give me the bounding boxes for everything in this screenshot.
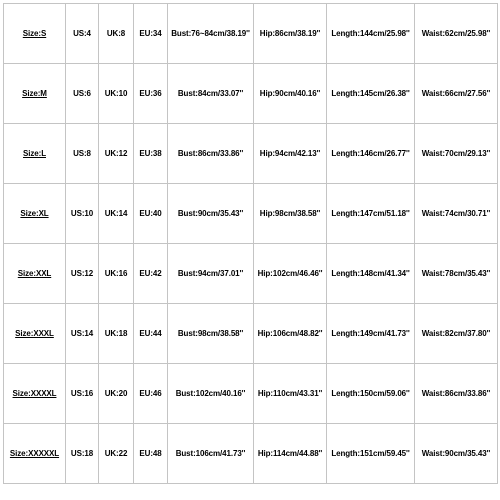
length-cell: Length:149cm/41.73'' <box>327 304 415 364</box>
length-cell: Length:148cm/41.34'' <box>327 244 415 304</box>
table-row <box>4 124 498 184</box>
size-cell: Size:XL <box>4 184 66 244</box>
length-cell: Length:151cm/59.45'' <box>327 424 415 484</box>
table-row <box>4 4 498 64</box>
length-cell: Length:145cm/26.38'' <box>327 64 415 124</box>
waist-cell: Waist:74cm/30.71'' <box>415 184 498 244</box>
size-cell: Size:XXXL <box>4 304 66 364</box>
eu-size-cell: EU:44 <box>134 304 168 364</box>
us-size-cell: US:6 <box>66 64 99 124</box>
uk-size-cell: UK:20 <box>99 364 134 424</box>
hip-cell: Hip:110cm/43.31'' <box>254 364 327 424</box>
bust-cell: Bust:76~84cm/38.19'' <box>168 4 254 64</box>
waist-cell: Waist:82cm/37.80'' <box>415 304 498 364</box>
size-cell: Size:S <box>4 4 66 64</box>
table-row <box>4 244 498 304</box>
hip-cell: Hip:98cm/38.58'' <box>254 184 327 244</box>
uk-size-cell: UK:12 <box>99 124 134 184</box>
size-cell: Size:XXXXL <box>4 364 66 424</box>
table-row <box>4 304 498 364</box>
hip-cell: Hip:94cm/42.13'' <box>254 124 327 184</box>
hip-cell: Hip:90cm/40.16'' <box>254 64 327 124</box>
eu-size-cell: EU:42 <box>134 244 168 304</box>
uk-size-cell: UK:14 <box>99 184 134 244</box>
eu-size-cell: EU:40 <box>134 184 168 244</box>
table-row <box>4 184 498 244</box>
us-size-cell: US:8 <box>66 124 99 184</box>
hip-cell: Hip:114cm/44.88'' <box>254 424 327 484</box>
us-size-cell: US:10 <box>66 184 99 244</box>
hip-cell: Hip:106cm/48.82'' <box>254 304 327 364</box>
size-cell: Size:L <box>4 124 66 184</box>
table-row <box>4 64 498 124</box>
waist-cell: Waist:78cm/35.43'' <box>415 244 498 304</box>
size-cell: Size:XXL <box>4 244 66 304</box>
size-cell: Size:XXXXXL <box>4 424 66 484</box>
uk-size-cell: UK:18 <box>99 304 134 364</box>
eu-size-cell: EU:38 <box>134 124 168 184</box>
bust-cell: Bust:90cm/35.43'' <box>168 184 254 244</box>
waist-cell: Waist:66cm/27.56'' <box>415 64 498 124</box>
eu-size-cell: EU:34 <box>134 4 168 64</box>
bust-cell: Bust:98cm/38.58'' <box>168 304 254 364</box>
us-size-cell: US:14 <box>66 304 99 364</box>
length-cell: Length:144cm/25.98'' <box>327 4 415 64</box>
hip-cell: Hip:86cm/38.19'' <box>254 4 327 64</box>
length-cell: Length:147cm/51.18'' <box>327 184 415 244</box>
eu-size-cell: EU:36 <box>134 64 168 124</box>
us-size-cell: US:4 <box>66 4 99 64</box>
uk-size-cell: UK:22 <box>99 424 134 484</box>
uk-size-cell: UK:10 <box>99 64 134 124</box>
waist-cell: Waist:90cm/35.43'' <box>415 424 498 484</box>
bust-cell: Bust:94cm/37.01'' <box>168 244 254 304</box>
bust-cell: Bust:102cm/40.16'' <box>168 364 254 424</box>
length-cell: Length:146cm/26.77'' <box>327 124 415 184</box>
eu-size-cell: EU:46 <box>134 364 168 424</box>
bust-cell: Bust:84cm/33.07'' <box>168 64 254 124</box>
size-cell: Size:M <box>4 64 66 124</box>
length-cell: Length:150cm/59.06'' <box>327 364 415 424</box>
size-chart-table <box>3 3 498 484</box>
uk-size-cell: UK:16 <box>99 244 134 304</box>
eu-size-cell: EU:48 <box>134 424 168 484</box>
bust-cell: Bust:106cm/41.73'' <box>168 424 254 484</box>
us-size-cell: US:18 <box>66 424 99 484</box>
us-size-cell: US:12 <box>66 244 99 304</box>
table-row <box>4 364 498 424</box>
uk-size-cell: UK:8 <box>99 4 134 64</box>
waist-cell: Waist:70cm/29.13'' <box>415 124 498 184</box>
hip-cell: Hip:102cm/46.46'' <box>254 244 327 304</box>
bust-cell: Bust:86cm/33.86'' <box>168 124 254 184</box>
waist-cell: Waist:86cm/33.86'' <box>415 364 498 424</box>
waist-cell: Waist:62cm/25.98'' <box>415 4 498 64</box>
table-row <box>4 424 498 484</box>
us-size-cell: US:16 <box>66 364 99 424</box>
size-chart-body <box>4 4 498 484</box>
